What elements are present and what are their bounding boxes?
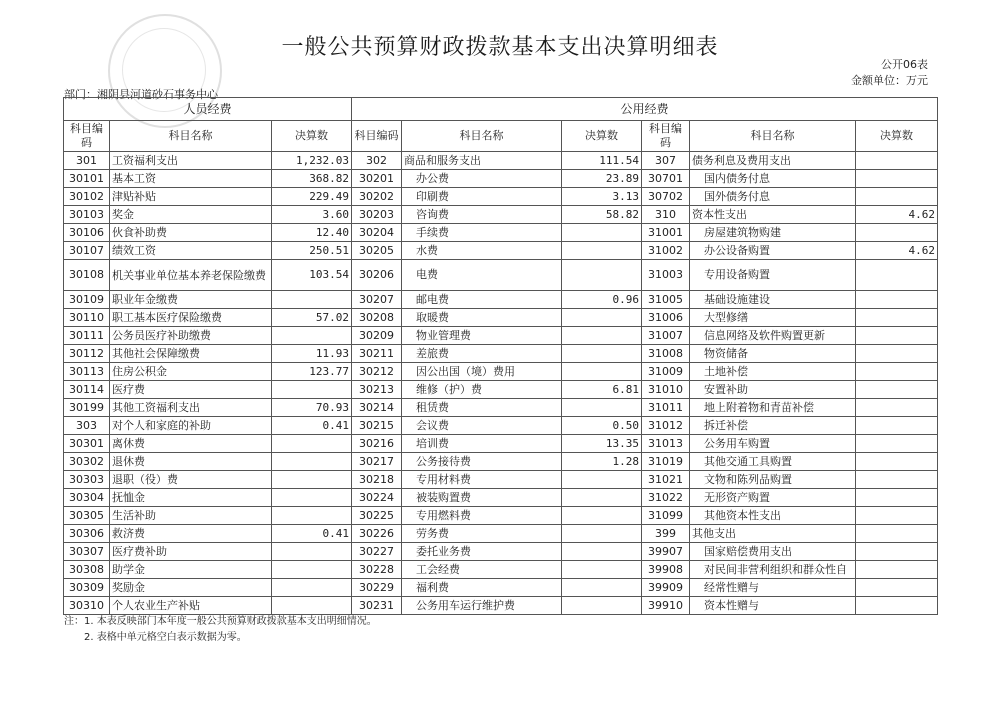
table-row [64,206,938,224]
col3-code-cell: 31011 [642,399,690,417]
col2-code-cell: 30204 [352,224,402,242]
col3-code-cell: 31010 [642,381,690,399]
form-number: 公开06表 [881,58,928,71]
col1-amount-cell [272,489,352,507]
col2-amount-cell: 111.54 [562,152,642,170]
page-title: 一般公共预算财政拨款基本支出决算明细表 [281,35,719,60]
col1-amount-cell: 11.93 [272,345,352,363]
header-amount: 决算数 [562,121,642,152]
col1-amount-cell: 1,232.03 [272,152,352,170]
col1-name-cell: 医疗费补助 [110,543,272,561]
col3-amount-cell [856,224,938,242]
note-2: 2. 表格中单元格空白表示数据为零。 [84,632,247,643]
col2-amount-cell [562,507,642,525]
col1-amount-cell: 250.51 [272,242,352,260]
department-label: 部门：湘阴县河道砂石事务中心 [64,88,218,101]
col2-amount-cell [562,309,642,327]
col3-name-cell: 其他支出 [690,525,856,543]
col3-code-cell: 31001 [642,224,690,242]
table-row [64,242,938,260]
col3-code-cell: 39909 [642,579,690,597]
col1-name-cell: 抚恤金 [110,489,272,507]
col3-amount-cell [856,188,938,206]
col3-amount-cell [856,345,938,363]
table-row [64,260,938,291]
col3-name-cell: 信息网络及软件购置更新 [690,327,856,345]
col1-code-cell: 30102 [64,188,110,206]
col3-name-cell: 国外债务付息 [690,188,856,206]
col3-name-cell: 资本性赠与 [690,597,856,615]
col2-amount-cell [562,543,642,561]
table-row [64,188,938,206]
col1-amount-cell: 123.77 [272,363,352,381]
col2-amount-cell [562,260,642,291]
col3-code-cell: 31019 [642,453,690,471]
table-row [64,327,938,345]
col2-amount-cell [562,399,642,417]
col2-code-cell: 30217 [352,453,402,471]
col3-amount-cell [856,170,938,188]
col1-name-cell: 职业年金缴费 [110,291,272,309]
col2-amount-cell [562,363,642,381]
col2-amount-cell: 6.81 [562,381,642,399]
col1-name-cell: 其他社会保障缴费 [110,345,272,363]
col3-code-cell: 310 [642,206,690,224]
col1-code-cell: 30305 [64,507,110,525]
col1-code-cell: 30310 [64,597,110,615]
col1-code-cell: 303 [64,417,110,435]
col1-name-cell: 对个人和家庭的补助 [110,417,272,435]
header-amount: 决算数 [272,121,352,152]
col1-code-cell: 30113 [64,363,110,381]
col3-code-cell: 31099 [642,507,690,525]
col3-amount-cell [856,471,938,489]
col2-amount-cell [562,597,642,615]
col3-name-cell: 资本性支出 [690,206,856,224]
col3-name-cell: 物资储备 [690,345,856,363]
col1-name-cell: 奖金 [110,206,272,224]
col1-code-cell: 30199 [64,399,110,417]
col2-amount-cell: 13.35 [562,435,642,453]
table-row [64,152,938,170]
col2-name-cell: 工会经费 [402,561,562,579]
col2-amount-cell [562,224,642,242]
table-header-row [64,121,938,152]
col2-name-cell: 邮电费 [402,291,562,309]
table-row [64,489,938,507]
col1-amount-cell: 368.82 [272,170,352,188]
col1-name-cell: 医疗费 [110,381,272,399]
col3-name-cell: 土地补偿 [690,363,856,381]
col2-name-cell: 委托业务费 [402,543,562,561]
col2-amount-cell: 3.13 [562,188,642,206]
col2-code-cell: 30206 [352,260,402,291]
table-row [64,170,938,188]
table-row [64,543,938,561]
table-row [64,597,938,615]
col1-name-cell: 个人农业生产补贴 [110,597,272,615]
col1-name-cell: 助学金 [110,561,272,579]
col3-code-cell: 39910 [642,597,690,615]
col3-amount-cell [856,507,938,525]
table-row [64,291,938,309]
col1-code-cell: 301 [64,152,110,170]
col2-code-cell: 30214 [352,399,402,417]
col1-name-cell: 公务员医疗补助缴费 [110,327,272,345]
col2-amount-cell [562,345,642,363]
col3-code-cell: 39907 [642,543,690,561]
col3-code-cell: 31012 [642,417,690,435]
col1-amount-cell [272,453,352,471]
col1-code-cell: 30108 [64,260,110,291]
col3-amount-cell [856,327,938,345]
header-name: 科目名称 [402,121,562,152]
col3-code-cell: 31003 [642,260,690,291]
col2-code-cell: 30224 [352,489,402,507]
col1-code-cell: 30109 [64,291,110,309]
col3-code-cell: 31005 [642,291,690,309]
table-row [64,224,938,242]
col2-amount-cell: 1.28 [562,453,642,471]
col2-name-cell: 办公费 [402,170,562,188]
col2-name-cell: 差旅费 [402,345,562,363]
col3-amount-cell [856,363,938,381]
col1-amount-cell [272,471,352,489]
col1-code-cell: 30110 [64,309,110,327]
col1-code-cell: 30111 [64,327,110,345]
col1-code-cell: 30103 [64,206,110,224]
col2-code-cell: 30208 [352,309,402,327]
col1-name-cell: 工资福利支出 [110,152,272,170]
table-row [64,345,938,363]
col1-name-cell: 住房公积金 [110,363,272,381]
col3-name-cell: 其他交通工具购置 [690,453,856,471]
col3-code-cell: 31013 [642,435,690,453]
col3-code-cell: 30701 [642,170,690,188]
table-row [64,399,938,417]
col1-amount-cell: 229.49 [272,188,352,206]
header-code: 科目编码 [64,121,110,152]
col3-code-cell: 39908 [642,561,690,579]
col3-name-cell: 国内债务付息 [690,170,856,188]
col1-name-cell: 津贴补贴 [110,188,272,206]
col3-name-cell: 公务用车购置 [690,435,856,453]
col2-amount-cell [562,579,642,597]
col2-name-cell: 咨询费 [402,206,562,224]
col3-amount-cell [856,435,938,453]
col3-amount-cell [856,525,938,543]
col2-code-cell: 30213 [352,381,402,399]
col2-code-cell: 30231 [352,597,402,615]
col1-amount-cell: 103.54 [272,260,352,291]
col1-amount-cell: 3.60 [272,206,352,224]
amount-unit: 金额单位：万元 [851,74,928,87]
col3-name-cell: 大型修缮 [690,309,856,327]
col3-name-cell: 文物和陈列品购置 [690,471,856,489]
col2-name-cell: 劳务费 [402,525,562,543]
col1-name-cell: 退职（役）费 [110,471,272,489]
col1-code-cell: 30101 [64,170,110,188]
col2-amount-cell [562,242,642,260]
col2-amount-cell: 0.96 [562,291,642,309]
col3-amount-cell [856,597,938,615]
col3-amount-cell: 4.62 [856,206,938,224]
table-notes [64,614,377,646]
col2-name-cell: 专用材料费 [402,471,562,489]
col3-amount-cell [856,561,938,579]
col1-code-cell: 30308 [64,561,110,579]
header-code: 科目编码 [352,121,402,152]
col2-amount-cell: 58.82 [562,206,642,224]
col2-code-cell: 30216 [352,435,402,453]
col3-amount-cell [856,260,938,291]
col2-amount-cell [562,525,642,543]
table-row [64,453,938,471]
col2-amount-cell [562,489,642,507]
header-code: 科目编码 [642,121,690,152]
col2-amount-cell [562,561,642,579]
col1-code-cell: 30304 [64,489,110,507]
col3-name-cell: 基础设施建设 [690,291,856,309]
col2-code-cell: 30205 [352,242,402,260]
col3-code-cell: 399 [642,525,690,543]
col3-code-cell: 31022 [642,489,690,507]
expenditure-table [63,97,938,615]
table-header-group-row [64,98,938,121]
col1-code-cell: 30303 [64,471,110,489]
col1-amount-cell [272,435,352,453]
col2-code-cell: 30215 [352,417,402,435]
col1-name-cell: 生活补助 [110,507,272,525]
col3-code-cell: 31009 [642,363,690,381]
col2-code-cell: 30203 [352,206,402,224]
col2-code-cell: 30207 [352,291,402,309]
col2-code-cell: 30202 [352,188,402,206]
col1-amount-cell: 57.02 [272,309,352,327]
col3-amount-cell [856,417,938,435]
col3-code-cell: 307 [642,152,690,170]
col3-name-cell: 国家赔偿费用支出 [690,543,856,561]
col3-code-cell: 31007 [642,327,690,345]
col3-amount-cell: 4.62 [856,242,938,260]
col1-name-cell: 职工基本医疗保险缴费 [110,309,272,327]
col1-name-cell: 奖励金 [110,579,272,597]
col3-amount-cell [856,543,938,561]
col2-name-cell: 专用燃料费 [402,507,562,525]
col1-name-cell: 离休费 [110,435,272,453]
col2-name-cell: 取暖费 [402,309,562,327]
table-row [64,507,938,525]
col2-code-cell: 30227 [352,543,402,561]
col2-code-cell: 30229 [352,579,402,597]
col2-name-cell: 公务接待费 [402,453,562,471]
col3-amount-cell [856,489,938,507]
col2-name-cell: 因公出国（境）费用 [402,363,562,381]
table-row [64,579,938,597]
col2-name-cell: 公务用车运行维护费 [402,597,562,615]
col2-code-cell: 30211 [352,345,402,363]
col2-code-cell: 30201 [352,170,402,188]
col3-code-cell: 31008 [642,345,690,363]
col1-code-cell: 30307 [64,543,110,561]
col3-name-cell: 对民间非营利组织和群众性自 [690,561,856,579]
col1-amount-cell [272,507,352,525]
col3-name-cell: 债务利息及费用支出 [690,152,856,170]
col1-amount-cell: 0.41 [272,525,352,543]
col2-code-cell: 30226 [352,525,402,543]
col3-name-cell: 地上附着物和青苗补偿 [690,399,856,417]
col2-code-cell: 302 [352,152,402,170]
col3-amount-cell [856,381,938,399]
col3-amount-cell [856,453,938,471]
col1-amount-cell [272,291,352,309]
col2-code-cell: 30218 [352,471,402,489]
col3-code-cell: 31002 [642,242,690,260]
col3-code-cell: 31021 [642,471,690,489]
col1-name-cell: 伙食补助费 [110,224,272,242]
table-row [64,525,938,543]
col1-code-cell: 30306 [64,525,110,543]
table-row [64,435,938,453]
col1-amount-cell: 0.41 [272,417,352,435]
col2-name-cell: 手续费 [402,224,562,242]
header-amount: 决算数 [856,121,938,152]
personnel-expense-header: 人员经费 [64,98,352,121]
col1-code-cell: 30114 [64,381,110,399]
col2-amount-cell: 0.50 [562,417,642,435]
col1-name-cell: 基本工资 [110,170,272,188]
col1-name-cell: 绩效工资 [110,242,272,260]
table-row [64,381,938,399]
col3-amount-cell [856,309,938,327]
col3-amount-cell [856,152,938,170]
col3-code-cell: 31006 [642,309,690,327]
col3-name-cell: 专用设备购置 [690,260,856,291]
col2-name-cell: 福利费 [402,579,562,597]
table-row [64,309,938,327]
table-row [64,417,938,435]
col1-name-cell: 救济费 [110,525,272,543]
col1-amount-cell: 12.40 [272,224,352,242]
col3-code-cell: 30702 [642,188,690,206]
col1-code-cell: 30302 [64,453,110,471]
col1-amount-cell [272,579,352,597]
table-row [64,561,938,579]
col3-name-cell: 办公设备购置 [690,242,856,260]
col1-code-cell: 30112 [64,345,110,363]
col1-amount-cell: 70.93 [272,399,352,417]
public-expense-header: 公用经费 [352,98,938,121]
col2-name-cell: 水费 [402,242,562,260]
col3-name-cell: 房屋建筑物购建 [690,224,856,242]
col2-name-cell: 会议费 [402,417,562,435]
col2-name-cell: 商品和服务支出 [402,152,562,170]
col2-amount-cell [562,471,642,489]
header-name: 科目名称 [690,121,856,152]
col2-code-cell: 30209 [352,327,402,345]
col2-name-cell: 电费 [402,260,562,291]
col2-name-cell: 培训费 [402,435,562,453]
col3-amount-cell [856,291,938,309]
col2-name-cell: 被装购置费 [402,489,562,507]
col3-name-cell: 安置补助 [690,381,856,399]
table-row [64,471,938,489]
col1-code-cell: 30107 [64,242,110,260]
col2-name-cell: 印刷费 [402,188,562,206]
col2-amount-cell [562,327,642,345]
col1-code-cell: 30309 [64,579,110,597]
col1-name-cell: 退休费 [110,453,272,471]
col2-amount-cell: 23.89 [562,170,642,188]
col3-name-cell: 其他资本性支出 [690,507,856,525]
col1-name-cell: 机关事业单位基本养老保险缴费 [110,260,272,291]
col3-name-cell: 经常性赠与 [690,579,856,597]
col1-code-cell: 30301 [64,435,110,453]
header-name: 科目名称 [110,121,272,152]
col1-code-cell: 30106 [64,224,110,242]
col1-amount-cell [272,327,352,345]
col1-amount-cell [272,381,352,399]
col1-name-cell: 其他工资福利支出 [110,399,272,417]
col3-amount-cell [856,579,938,597]
col3-name-cell: 拆迁补偿 [690,417,856,435]
col2-code-cell: 30212 [352,363,402,381]
table-row [64,363,938,381]
col2-name-cell: 维修（护）费 [402,381,562,399]
col1-amount-cell [272,597,352,615]
col2-name-cell: 租赁费 [402,399,562,417]
col1-amount-cell [272,561,352,579]
col3-name-cell: 无形资产购置 [690,489,856,507]
col1-amount-cell [272,543,352,561]
col2-code-cell: 30225 [352,507,402,525]
col2-code-cell: 30228 [352,561,402,579]
col2-name-cell: 物业管理费 [402,327,562,345]
col3-amount-cell [856,399,938,417]
note-1: 注：1. 本表反映部门本年度一般公共预算财政拨款基本支出明细情况。 [64,616,377,627]
